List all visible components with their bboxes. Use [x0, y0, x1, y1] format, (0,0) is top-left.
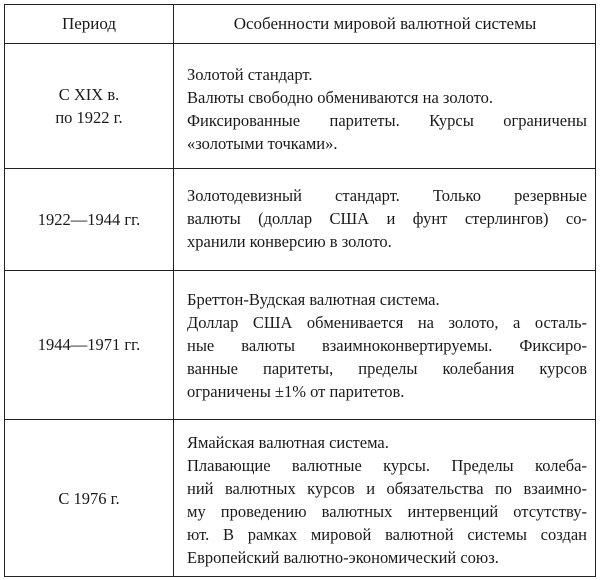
period-line: 1922—1944 гг.	[37, 209, 141, 229]
period-line: С 1976 г.	[58, 489, 120, 508]
desc-line: ограничены ±1% от паритетов.	[187, 382, 405, 401]
row-3-period	[5, 270, 173, 419]
desc-line: ные валюты взаимноконвертируемы. Фиксиро-	[187, 336, 587, 355]
period-line: по 1922 г.	[55, 107, 123, 127]
desc-line: Золотодевизный стандарт. Только резервные	[187, 186, 587, 205]
row-3-description	[173, 288, 597, 403]
desc-line: ют. В рамках мировой валютной системы создан	[187, 525, 587, 544]
desc-line: Доллар США обменивается на золото, а осталь-	[187, 313, 587, 332]
desc-line: хранили конверсию в золото.	[187, 232, 392, 251]
header-features: Особенности мировой валютной системы	[233, 14, 537, 33]
desc-line: Плавающие валютные курсы. Пределы колеба-	[187, 456, 587, 475]
row-4-period	[5, 419, 173, 578]
desc-line: Валюты свободно обмениваются на золото.	[187, 88, 493, 107]
row-2-description	[173, 184, 597, 253]
desc-line: «золотыми точками».	[187, 134, 338, 153]
currency-systems-table	[4, 4, 596, 577]
period-line: 1944—1971 гг.	[37, 335, 141, 354]
row-1-period	[5, 43, 173, 168]
desc-line: Золотой стандарт.	[187, 65, 313, 84]
desc-line: Европейский валютно-экономический союз.	[187, 548, 499, 567]
row-2-period	[5, 168, 173, 270]
row-1-description	[173, 63, 597, 155]
row-4-description	[173, 431, 597, 569]
period-line: С XIX в.	[58, 84, 120, 104]
desc-line: Ямайская валютная система.	[187, 433, 389, 452]
desc-line: ванные паритеты, пределы колебания курсов	[187, 359, 587, 378]
desc-line: Бреттон-Вудская валютная система.	[187, 290, 440, 309]
desc-line: ний валютных курсов и обязательства по взаимно-	[187, 479, 587, 498]
header-period: Период	[61, 14, 117, 33]
desc-line: му проведению валютных интервенций отсутству-	[187, 502, 587, 521]
desc-line: Фиксированные паритеты. Курсы ограничены	[187, 111, 587, 130]
desc-line: валюты (доллар США и фунт стерлингов) со-	[187, 209, 587, 228]
